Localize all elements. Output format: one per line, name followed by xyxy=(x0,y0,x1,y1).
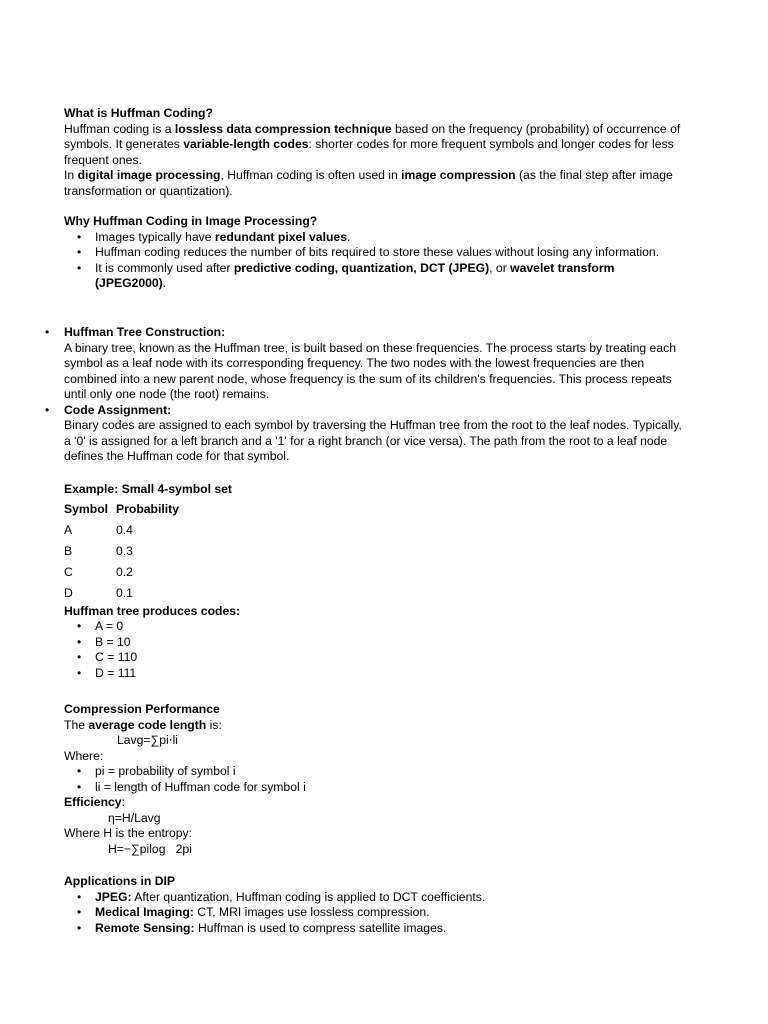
probability-table xyxy=(64,502,179,607)
list-item: • C = 110 xyxy=(64,650,684,666)
symbol-cell: A xyxy=(64,522,73,537)
applications-heading: Applications in DIP xyxy=(64,874,176,888)
tree-heading: Huffman Tree Construction: xyxy=(64,325,226,339)
performance-heading: Compression Performance xyxy=(64,702,220,716)
list-item: • B = 10 xyxy=(64,635,684,651)
list-item xyxy=(64,403,684,465)
performance-section xyxy=(64,702,684,857)
list-item: • D = 111 xyxy=(64,666,684,682)
list-item xyxy=(64,325,684,403)
list-item: • Images typically have redundant pixel values. xyxy=(64,230,684,246)
entropy-label: Where H is the entropy: xyxy=(64,826,193,840)
symbol-cell: C xyxy=(64,564,73,579)
applications-section xyxy=(64,874,684,936)
list-item: • Medical Imaging: CT, MRI images use lossless compression. xyxy=(64,905,684,921)
intro-section xyxy=(64,106,684,199)
list-item: • Huffman coding reduces the number of bits required to store these values without losing any information. xyxy=(64,245,684,261)
list-item: • A = 0 xyxy=(64,619,684,635)
table-row xyxy=(64,523,179,544)
probability-cell: 0.1 xyxy=(116,585,133,600)
formula-average-length: Lavg=∑pi⋅li xyxy=(117,733,179,747)
average-length-text: The average code length is: xyxy=(64,717,222,732)
code-assignment-heading: Code Assignment: xyxy=(64,402,172,417)
list-item: • It is commonly used after predictive coding, quantization, DCT (JPEG), or wavelet transform (JPEG2000). xyxy=(64,261,684,292)
probability-cell: 0.4 xyxy=(116,522,133,537)
intro-paragraph-2: In digital image processing, Huffman coding is often used in image compression (as the final step after image transformation or quantization). xyxy=(64,168,673,198)
why-heading: Why Huffman Coding in Image Processing? xyxy=(64,214,318,228)
list-item: • li = length of Huffman code for symbol i xyxy=(64,780,684,796)
example-heading: Example: Small 4-symbol set xyxy=(64,482,232,496)
formula-entropy: H=−∑pilog 2pi xyxy=(108,841,192,856)
table-header-row xyxy=(64,502,179,523)
probability-cell: 0.2 xyxy=(116,564,133,579)
intro-heading: What is Huffman Coding? xyxy=(64,106,213,120)
table-row xyxy=(64,544,179,565)
code-assignment-text: Binary codes are assigned to each symbol by traversing the Huffman tree from the root to the leaf nodes. Typically, a '0' is assigned for a left branch and a '1' for a right branch (or vice versa). The path from the root to a leaf node defines the Huffman code for that symbol. xyxy=(64,418,682,463)
tree-text: A binary tree, known as the Huffman tree, is built based on these frequencies. The process starts by treating each symbol as a leaf node with its corresponding frequency. The two nodes with the lowest frequencies are then combined into a new parent node, whose frequency is the sum of its children's frequencies. This process repeats until only one node (the root) remains. xyxy=(64,340,676,401)
why-section xyxy=(64,214,684,292)
example-section xyxy=(64,482,684,681)
probability-cell: 0.3 xyxy=(116,543,133,558)
process-section xyxy=(64,325,684,465)
codes-heading: Huffman tree produces codes: xyxy=(64,603,241,618)
col-probability: Probability xyxy=(116,501,179,516)
list-item: • Remote Sensing: Huffman is used to compress satellite images. xyxy=(64,921,684,937)
symbol-cell: B xyxy=(64,543,73,558)
intro-paragraph-1: Huffman coding is a lossless data compression technique based on the frequency (probability) of occurrence of symbols. It generates variable-length codes: shorter codes for more frequent symbols and longer codes for less frequent ones. xyxy=(64,121,681,167)
list-item: • pi = probability of symbol i xyxy=(64,764,684,780)
table-row xyxy=(64,565,179,586)
symbol-cell: D xyxy=(64,585,73,600)
where-label: Where: xyxy=(64,748,104,763)
efficiency-label: Efficiency: xyxy=(64,795,125,809)
formula-efficiency: η=H/Lavg xyxy=(108,810,161,825)
list-item: • JPEG: After quantization, Huffman coding is applied to DCT coefficients. xyxy=(64,890,684,906)
col-symbol: Symbol xyxy=(64,501,109,516)
